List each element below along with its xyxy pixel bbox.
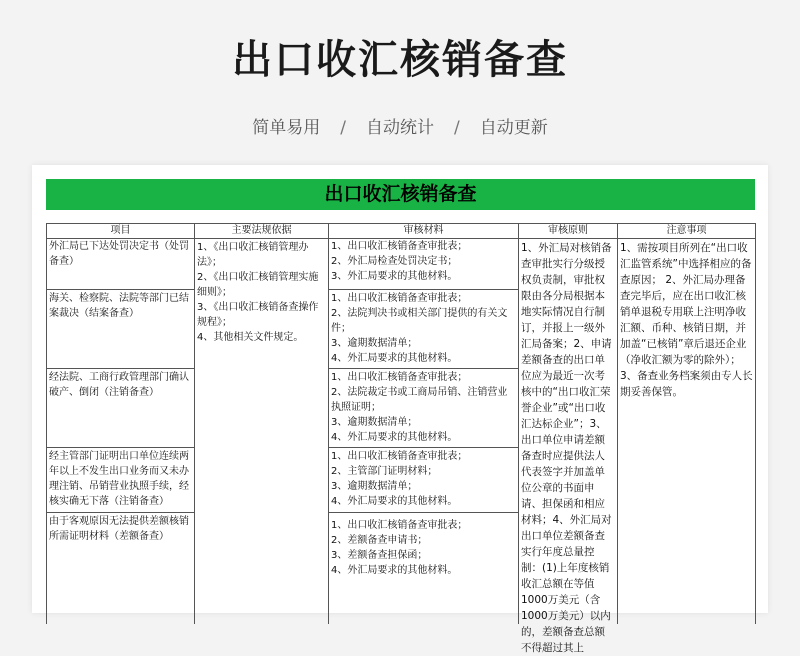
material-line: 3、逾期数据清单； (331, 338, 418, 349)
tag-auto-stats: 自动统计 (366, 118, 434, 138)
material-line: 3、外汇局要求的其他材料。 (331, 271, 458, 282)
spreadsheet-preview (32, 165, 768, 654)
header-principles: 审核原则 (519, 224, 617, 239)
material-line: 2、主管部门证明材料； (331, 466, 438, 477)
column-principles (519, 224, 618, 654)
column-item (47, 224, 195, 624)
page-title: 出口收汇核销备查 (232, 37, 568, 83)
tag-separator: / (454, 118, 460, 138)
column-laws (195, 224, 329, 624)
data-table (46, 223, 756, 654)
material-line: 1、出口收汇核销备查审批表； (331, 293, 468, 304)
materials-row-5 (329, 514, 518, 624)
tagline (0, 113, 800, 138)
column-materials (329, 224, 519, 624)
law-3: 3、《出口收汇核销备查操作规程》； (197, 302, 319, 328)
laws-cell (195, 240, 328, 620)
material-line: 4、外汇局要求的其他材料。 (331, 353, 458, 364)
materials-row-4 (329, 449, 518, 513)
column-notes (618, 224, 756, 624)
materials-row-2 (329, 291, 518, 369)
notes-cell: 1、需按项目所列在“出口收汇监管系统”中选择相应的备查原因； 2、外汇局办理备查完毕后，应在出口收汇核销单退税专用联上注明净收汇额、币种、核销日期，并加盖“已核销”章后退还企业（净收汇额为零的除外）；3、备查业务档案须由专人长期妥善保管。 (620, 242, 753, 398)
material-line: 3、逾期数据清单； (331, 481, 418, 492)
header-laws: 主要法规依据 (195, 224, 328, 239)
material-line: 1、出口收汇核销备查审批表； (331, 451, 468, 462)
material-line: 2、差额备查申请书； (331, 535, 428, 546)
item-row-2: 海关、检察院、法院等部门已结案裁决（结案备查） (47, 291, 194, 369)
material-line: 4、外汇局要求的其他材料。 (331, 565, 458, 576)
item-row-4: 经主管部门证明出口单位连续两年以上不发生出口业务而又未办理注销、吊销营业执照手续，经核实确无下落（注销备查） (47, 449, 194, 513)
material-line: 4、外汇局要求的其他材料。 (331, 432, 458, 443)
item-row-3: 经法院、工商行政管理部门确认破产、倒闭（注销备查） (47, 370, 194, 448)
item-row-5: 由于客观原因无法提供差额核销所需证明材料（差额备查） (49, 516, 189, 542)
tag-easy: 简单易用 (252, 118, 321, 138)
principles-cell: 1、外汇局对核销备查审批实行分级授权负责制，审批权限由各分局根据本地实际情况自行制订，并报上一级外汇局备案；2、申请差额备查的出口单位应为最近一次考核中的“出口收汇荣誉企业”或“出口收汇达标企业”；3、出口单位申请差额备查时应提供法人代表签字并加盖单位公章的书面申请、担保函和相应材料；4、外汇局对出口单位差额备查实行年度总量控制：(1)上年度核销收汇总额在等值1000万美元（含1000万美元）以内的，差额备查总额不得超过其上 (521, 242, 612, 654)
material-line: 1、出口收汇核销备查审批表； (331, 241, 468, 252)
material-line: 2、法院判决书或相关部门提供的有关文件； (331, 308, 508, 334)
materials-row-3 (329, 370, 518, 448)
material-line: 3、差额备查担保函； (331, 550, 428, 561)
sheet-banner: 出口收汇核销备查 (46, 179, 755, 210)
materials-row-1 (329, 239, 518, 290)
material-line: 1、出口收汇核销备查审批表； (331, 520, 468, 531)
header-materials: 审核材料 (329, 224, 518, 239)
law-1: 1、《出口收汇核销管理办法》； (197, 242, 309, 268)
item-row-1: 外汇局已下达处罚决定书（处罚备查） (47, 239, 194, 290)
law-2: 2、《出口收汇核销管理实施细则》； (197, 272, 319, 298)
material-line: 2、外汇局检查处罚决定书； (331, 256, 458, 267)
law-4: 4、其他相关文件规定。 (197, 332, 304, 343)
material-line: 4、外汇局要求的其他材料。 (331, 496, 458, 507)
material-line: 2、法院裁定书或工商局吊销、注销营业执照证明； (331, 387, 508, 413)
tag-separator: / (340, 118, 346, 138)
header-item: 项目 (47, 224, 194, 239)
material-line: 3、逾期数据清单； (331, 417, 418, 428)
header-notes: 注意事项 (618, 224, 755, 239)
material-line: 1、出口收汇核销备查审批表； (331, 372, 468, 383)
tag-auto-update: 自动更新 (479, 118, 548, 138)
